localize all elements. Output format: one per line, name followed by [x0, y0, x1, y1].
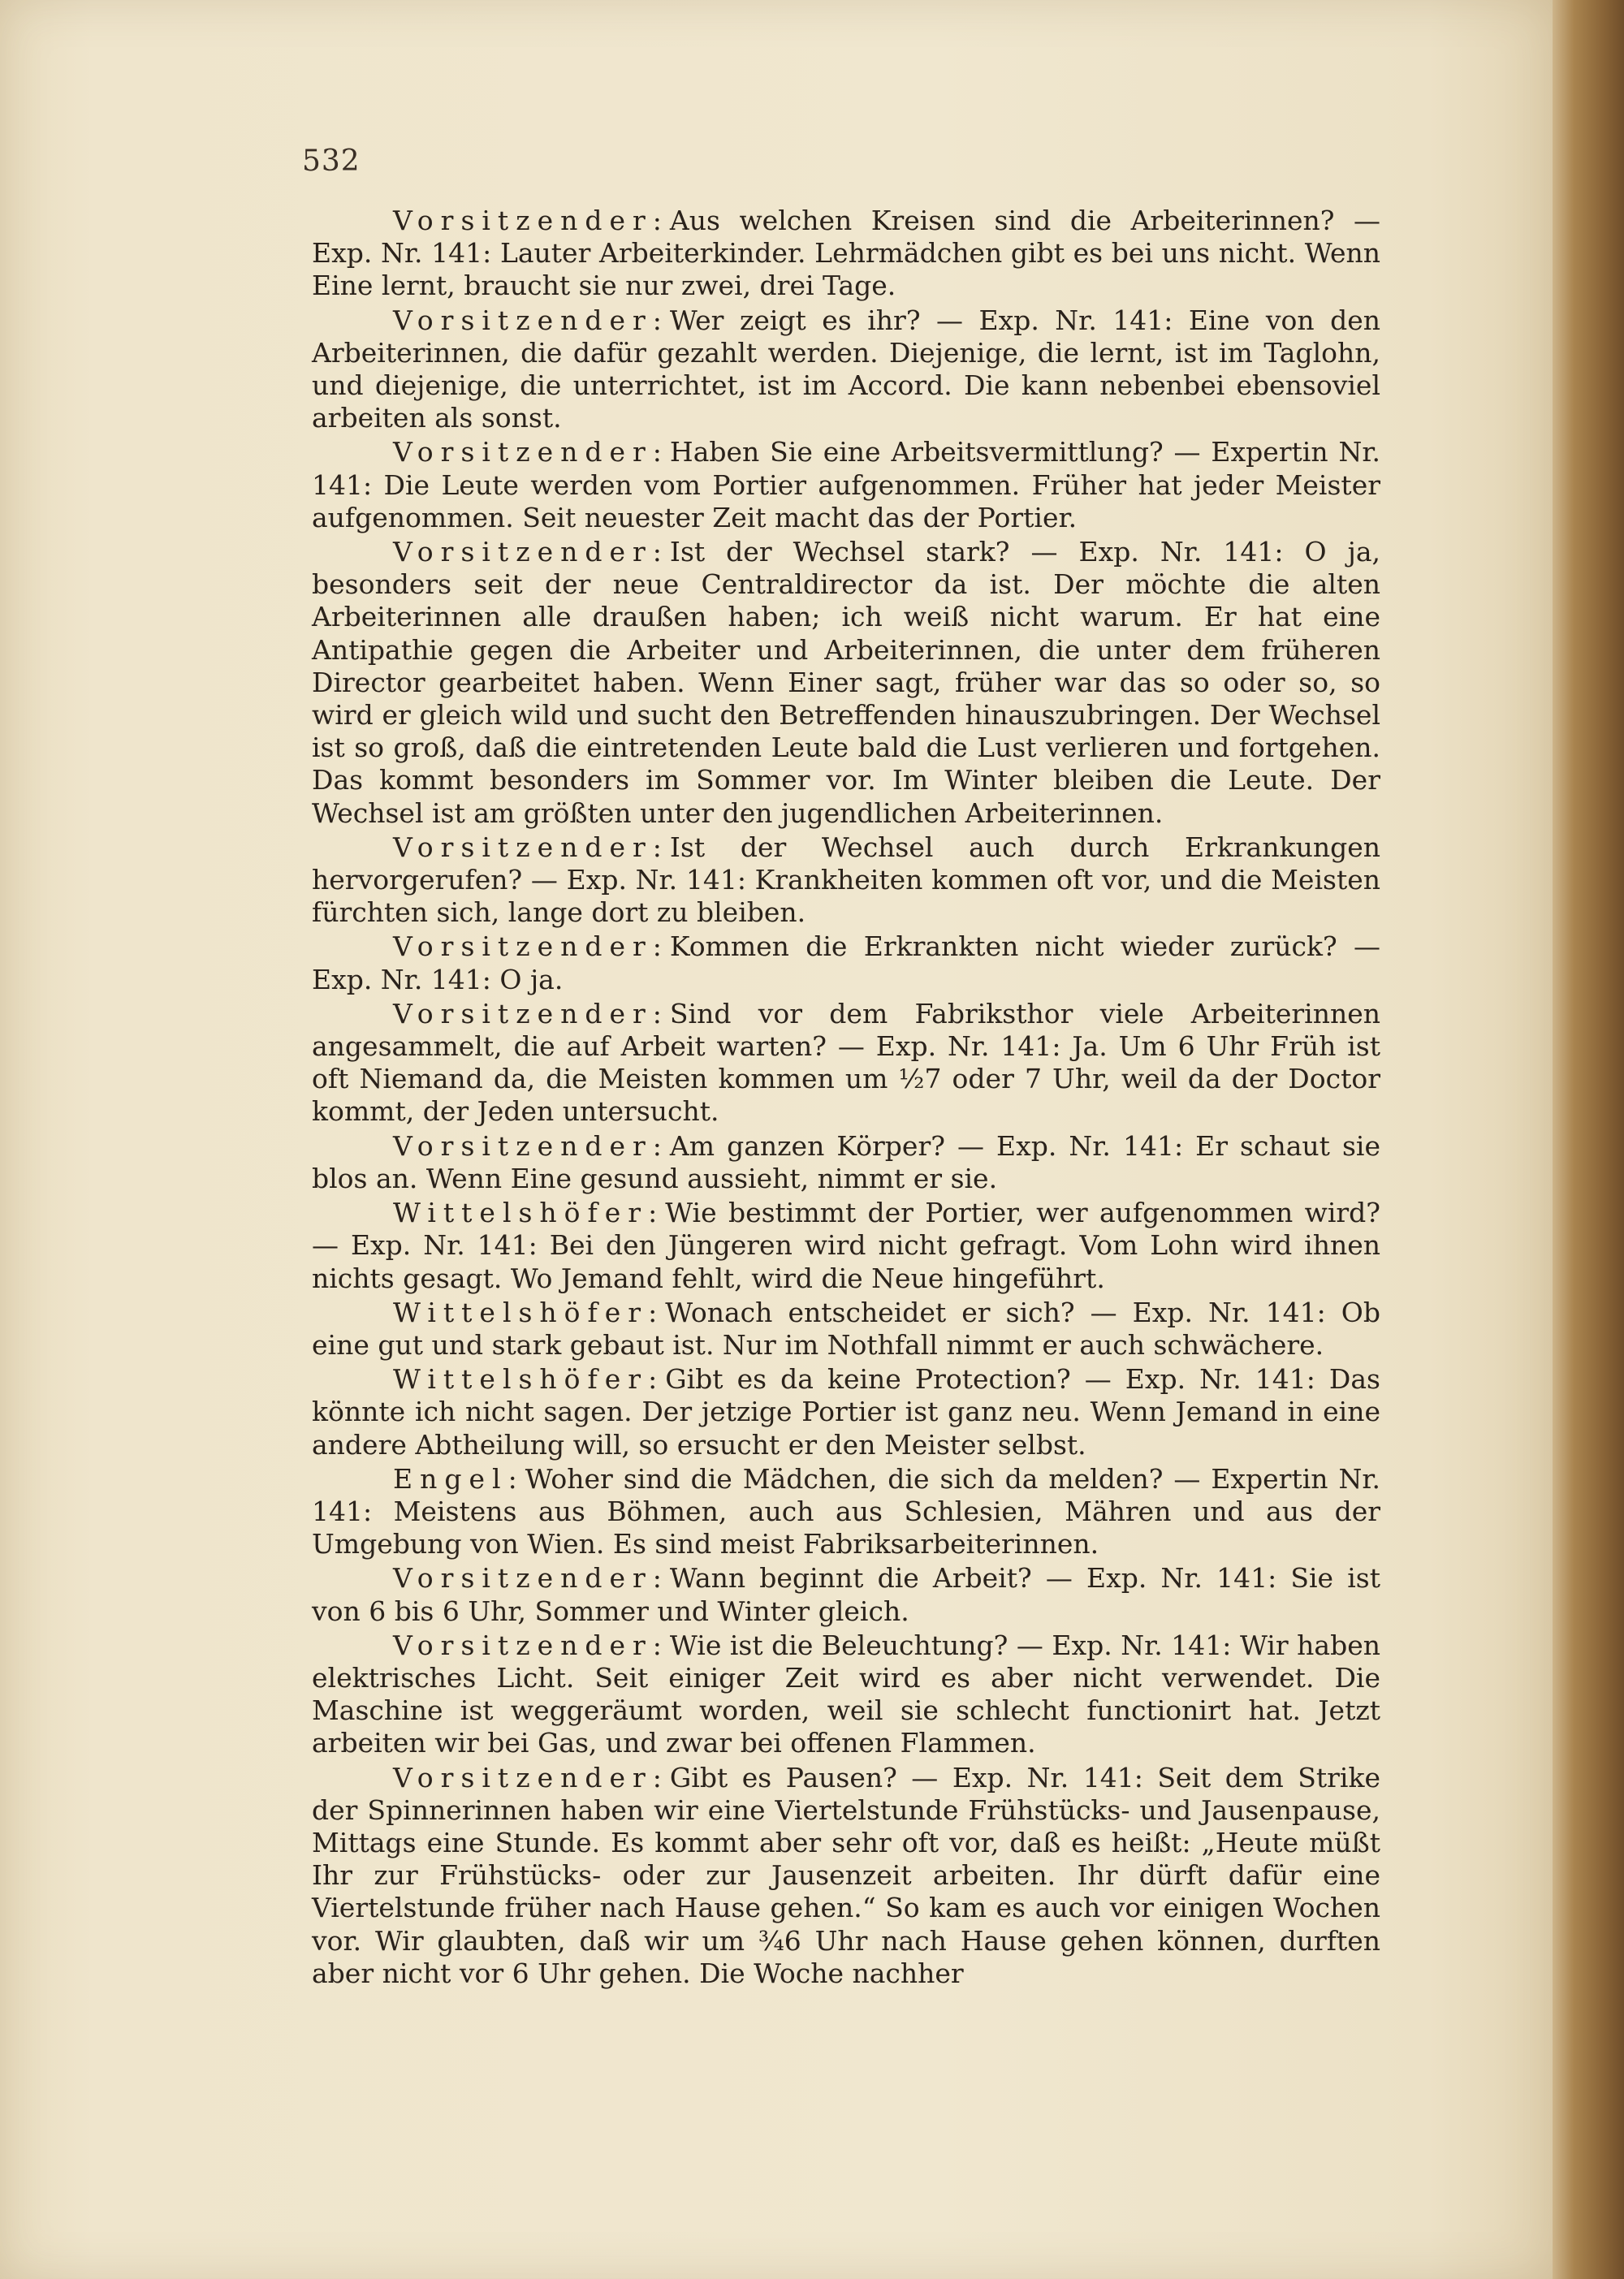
speaker-name: Vorsitzender	[393, 436, 653, 468]
speaker-colon: :	[648, 1363, 658, 1396]
speaker-colon: :	[652, 536, 662, 568]
speaker-name: Vorsitzender	[393, 831, 653, 863]
speaker-colon: :	[652, 1761, 662, 1793]
speaker-name: Vorsitzender	[393, 304, 653, 336]
paragraph-text: Ist der Wechsel auch durch Erkrankungen hervorgerufen? — Exp. Nr. 141: Krankheiten kommen oft vor, und die Meisten fürchten sich, lange dort zu bleiben.	[312, 831, 1380, 929]
paragraph-text: Wie ist die Beleuchtung? — Exp. Nr. 141: Wir haben elektrisches Licht. Seit einiger Zeit wird es aber nicht verwendet. Die Maschine ist weggeräumt worden, weil sie schlecht functionirt hat. Jetzt arbeiten wir bei Gas, und zwar bei offenen Flammen.	[312, 1629, 1380, 1759]
speaker-colon: :	[652, 1129, 662, 1162]
paragraph	[312, 536, 1380, 830]
speaker-name: Vorsitzender	[393, 536, 653, 568]
speaker-colon: :	[652, 1562, 662, 1595]
speaker-colon: :	[652, 831, 662, 863]
paragraph	[312, 831, 1380, 930]
speaker-name: Wittelshöfer	[393, 1296, 649, 1328]
paragraph-text: Wer zeigt es ihr? — Exp. Nr. 141: Eine von den Arbeiterinnen, die dafür gezahlt werden. Diejenige, die lernt, ist im Taglohn, und diejenige, die unterrichtet, ist im Accord. Die kann nebenbei ebensoviel arbeiten als sonst.	[312, 304, 1380, 434]
page-number: 532	[302, 145, 361, 178]
speaker-colon: :	[648, 1296, 658, 1328]
paragraph-text: Wonach entscheidet er sich? — Exp. Nr. 141: Ob eine gut und stark gebaut ist. Nur im Nothfall nimmt er auch schwächere.	[312, 1296, 1380, 1361]
speaker-colon: :	[652, 436, 662, 468]
paragraph-text: Ist der Wechsel stark? — Exp. Nr. 141: O ja, besonders seit der neue Centraldirector da ist. Der möchte die alten Arbeiterinnen alle draußen haben; ich weiß nicht warum. Er hat eine Antipathie gegen die Arbeiter und Arbeiterinnen, die unter dem früheren Director gearbeitet haben. Wenn Einer sagt, früher war das so oder so, so wird er gleich wild und sucht den Betreffenden hinauszubringen. Der Wechsel ist so groß, daß die eintretenden Leute bald die Lust verlieren und fortgehen. Das kommt besonders im Sommer vor. Im Winter bleiben die Leute. Der Wechsel ist am größten unter den jugendlichen Arbeiterinnen.	[312, 536, 1380, 829]
paragraph-text: Wie bestimmt der Portier, wer aufgenommen wird? — Exp. Nr. 141: Bei den Jüngeren wird nicht gefragt. Vom Lohn wird ihnen nichts gesagt. Wo Jemand fehlt, wird die Neue hingeführt.	[312, 1197, 1380, 1294]
paragraph-text: Woher sind die Mädchen, die sich da melden? — Expertin Nr. 141: Meistens aus Böhmen, auch aus Schlesien, Mähren und aus der Umgebung von Wien. Es sind meist Fabriksarbeiterinnen.	[312, 1462, 1380, 1560]
paragraph-text: Aus welchen Kreisen sind die Arbeiterinnen? — Exp. Nr. 141: Lauter Arbeiterkinder. Lehrmädchen gibt es bei uns nicht. Wenn Eine lernt, braucht sie nur zwei, drei Tage.	[312, 205, 1380, 302]
paragraph	[312, 436, 1380, 534]
paragraph	[312, 998, 1380, 1129]
paragraph	[312, 1463, 1380, 1561]
speaker-colon: :	[652, 304, 662, 336]
paragraph	[312, 930, 1380, 995]
speaker-name: Vorsitzender	[393, 1562, 653, 1595]
speaker-name: Wittelshöfer	[393, 1363, 649, 1396]
speaker-colon: :	[652, 997, 662, 1029]
speaker-colon: :	[652, 930, 662, 963]
paragraph	[312, 205, 1380, 303]
speaker-name: Engel	[393, 1462, 508, 1495]
speaker-colon: :	[648, 1197, 658, 1229]
paragraph-text: Wann beginnt die Arbeit? — Exp. Nr. 141: Sie ist von 6 bis 6 Uhr, Sommer und Winter gleich.	[312, 1562, 1380, 1627]
speaker-name: Vorsitzender	[393, 1629, 653, 1661]
speaker-name: Vorsitzender	[393, 1129, 653, 1162]
paragraph-text: Gibt es Pausen? — Exp. Nr. 141: Seit dem Strike der Spinnerinnen haben wir eine Viertelstunde Frühstücks- und Jausenpause, Mittags eine Stunde. Es kommt aber sehr oft vor, daß es heißt: „Heute müßt Ihr zur Frühstücks- oder zur Jausenzeit arbeiten. Ihr dürft dafür eine Viertelstunde früher nach Hause gehen.“ So kam es auch vor einigen Wochen vor. Wir glaubten, daß wir um ¾6 Uhr nach Hause gehen können, durften aber nicht vor 6 Uhr gehen. Die Woche nachher	[312, 1761, 1380, 1989]
speaker-colon: :	[652, 1629, 662, 1661]
page-edge	[1553, 0, 1624, 2279]
paragraph-text: Haben Sie eine Arbeitsvermittlung? — Expertin Nr. 141: Die Leute werden vom Portier aufgenommen. Früher hat jeder Meister aufgenommen. Seit neuester Zeit macht das der Portier.	[312, 436, 1380, 533]
speaker-colon: :	[508, 1462, 517, 1495]
paragraph	[312, 1197, 1380, 1295]
speaker-name: Vorsitzender	[393, 205, 653, 236]
speaker-name: Vorsitzender	[393, 1761, 653, 1793]
paragraph	[312, 304, 1380, 435]
paragraph	[312, 1297, 1380, 1362]
speaker-colon: :	[652, 205, 662, 236]
paragraph	[312, 1562, 1380, 1627]
paragraph-text: Gibt es da keine Protection? — Exp. Nr. 141: Das könnte ich nicht sagen. Der jetzige Portier ist ganz neu. Wenn Jemand in eine andere Abtheilung will, so ersucht er den Meister selbst.	[312, 1363, 1380, 1461]
paragraph	[312, 1629, 1380, 1760]
paragraph	[312, 1762, 1380, 1990]
speaker-name: Wittelshöfer	[393, 1197, 649, 1229]
paragraph-text: Am ganzen Körper? — Exp. Nr. 141: Er schaut sie blos an. Wenn Eine gesund aussieht, nimmt er sie.	[312, 1129, 1380, 1194]
text-body	[312, 205, 1380, 1992]
speaker-name: Vorsitzender	[393, 930, 653, 963]
paragraph	[312, 1363, 1380, 1461]
paragraph-text: Kommen die Erkrankten nicht wieder zurück? — Exp. Nr. 141: O ja.	[312, 930, 1380, 995]
paragraph-text: Sind vor dem Fabriksthor viele Arbeiterinnen angesammelt, die auf Arbeit warten? — Exp. Nr. 141: Ja. Um 6 Uhr Früh ist oft Niemand da, die Meisten kommen um ½7 oder 7 Uhr, weil da der Doctor kommt, der Jeden untersucht.	[312, 997, 1380, 1128]
speaker-name: Vorsitzender	[393, 997, 653, 1029]
paragraph	[312, 1130, 1380, 1195]
